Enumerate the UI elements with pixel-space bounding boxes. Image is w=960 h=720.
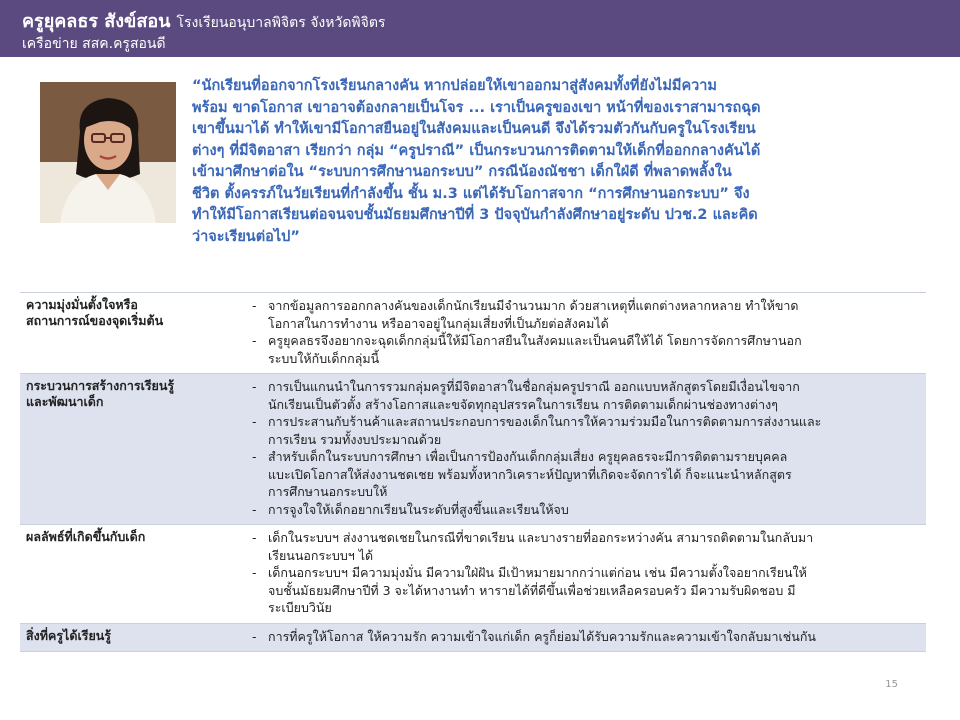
row-content [240, 374, 926, 525]
table-row [20, 623, 926, 652]
header-banner [0, 0, 960, 57]
quote-line: “นักเรียนที่ออกจากโรงเรียนกลางคัน หากปล่อยให้เขาออกมาสู่สังคมทั้งที่ยังไม่มีความ [192, 78, 717, 94]
portrait-illustration [40, 82, 176, 223]
table-row [20, 293, 926, 374]
school-name: โรงเรียนอนุบาลพิจิตร จังหวัดพิจิตร [176, 15, 386, 31]
teacher-name: ครูยุคลธร สังข์สอน [22, 11, 171, 32]
bullet-item: - สำหรับเด็กในระบบการศึกษา เพื่อเป็นการป้องกันเด็กกลุ่มเสี่ยง ครูยุคลธรจะมีการติดตามรายบุคคล แบะเปิดโอกาสให้ส่งงานชดเชย พร้อมทั้งหากวิเคราะห์ปัญหาที่เกิดจะจัดการได้ ก็จะแนะนำหลักสูตร การศึกษานอกระบบให้ [246, 448, 920, 501]
quote-line: พร้อม ขาดโอกาส เขาอาจต้องกลายเป็นโจร ... เราเป็นครูของเขา หน้าที่ของเราสามารถฉุด [192, 99, 761, 116]
quote-line: เข้ามาศึกษาต่อใน “ระบบการศึกษานอกระบบ” กรณีน้องณัชชา เด็กใฝ่ดี ที่พลาดพลั้งใน [192, 164, 732, 180]
summary-table [20, 292, 926, 652]
bullet-item: - จากข้อมูลการออกกลางคันของเด็กนักเรียนมีจำนวนมาก ด้วยสาเหตุที่แตกต่างหลากหลาย ทำให้ขาด โอกาสในการทำงาน หรืออาจอยู่ในกลุ่มเสี่ยงที่เป็นภัยต่อสังคมได้ [246, 297, 920, 332]
quote-line: ชีวิต ตั้งครรภ์ในวัยเรียนที่กำลังขึ้น ชั้น ม.3 แต่ได้รับโอกาสจาก “การศึกษานอกระบบ” จึง [192, 185, 750, 202]
quote-line: เขาขึ้นมาได้ ทำให้เขามีโอกาสยืนอยู่ในสังคมและเป็นคนดี จึงได้รวมตัวกันกับครูในโรงเรียน [192, 121, 756, 137]
table-row [20, 525, 926, 624]
quote-line: ต่างๆ ที่มีจิตอาสา เรียกว่า กลุ่ม “ครูปราณี” เป็นกระบวนการติดตามให้เด็กที่ออกกลางคันได้ [192, 142, 761, 159]
row-content [240, 293, 926, 374]
bullet-item: - การประสานกับร้านค้าและสถานประกอบการของเด็กในการให้ความร่วมมือในการติดตามการส่งงานและ การเรียน รวมทั้งงบประมาณด้วย [246, 413, 920, 448]
row-label: ความมุ่งมั่นตั้งใจหรือ สถานการณ์ของจุดเริ่มต้น [20, 293, 240, 374]
row-label: ผลลัพธ์ที่เกิดขึ้นกับเด็ก [20, 525, 240, 624]
bullet-item: - การที่ครูให้โอกาส ให้ความรัก ความเข้าใจแก่เด็ก ครูก็ย่อมได้รับความรักและความเข้าใจกลับมาเช่นกัน [246, 628, 920, 646]
quote-line: ว่าจะเรียนต่อไป” [192, 228, 300, 245]
quote-line: ทำให้มีโอกาสเรียนต่อจนจบชั้นมัธยมศึกษาปีที่ 3 ปัจจุบันกำลังศึกษาอยู่ระดับ ปวช.2 และคิด [192, 207, 758, 223]
row-content [240, 623, 926, 652]
table-row [20, 374, 926, 525]
row-label: กระบวนการสร้างการเรียนรู้ และพัฒนาเด็ก [20, 374, 240, 525]
bullet-item: - ครูยุคลธรจึงอยากจะฉุดเด็กกลุ่มนี้ให้มีโอกาสยืนในสังคมและเป็นคนดีให้ได้ โดยการจัดการศึกษานอก ระบบให้กับเด็กกลุ่มนี้ [246, 332, 920, 367]
bullet-item: - การจูงใจให้เด็กอยากเรียนในระดับที่สูงขึ้นและเรียนให้จบ [246, 501, 920, 519]
row-label: สิ่งที่ครูได้เรียนรู้ [20, 623, 240, 652]
page-number: 15 [885, 679, 898, 690]
row-content [240, 525, 926, 624]
bullet-item: - การเป็นแกนนำในการรวมกลุ่มครูที่มีจิตอาสาในชื่อกลุ่มครูปราณี ออกแบบหลักสูตรโดยมีเงื่อนไขจาก นักเรียนเป็นตัวตั้ง สร้างโอกาสและขจัดทุกอุปสรรคในการเรียน การติดตามเด็กผ่านช่องทางต่างๆ [246, 378, 920, 413]
network-name: เครือข่าย สสค.ครูสอนดี [22, 36, 166, 52]
teacher-photo [40, 82, 176, 223]
teacher-quote [192, 76, 944, 248]
bullet-item: - เด็กนอกระบบฯ มีความมุ่งมั่น มีความใฝ่ฝัน มีเป้าหมายมากกว่าแต่ก่อน เช่น มีความตั้งใจอยากเรียนให้ จบชั้นมัธยมศึกษาปีที่ 3 จะได้หางานทำ หารายได้ที่ดีขึ้นเพื่อช่วยเหลือครอบครัว มีความรับผิดชอบ มี ระเบียบวินัย [246, 564, 920, 617]
bullet-item: - เด็กในระบบฯ ส่งงานชดเชยในกรณีที่ขาดเรียน และบางรายที่ออกระหว่างคัน สามารถติดตามในกลับมา เรียนนอกระบบฯ ได้ [246, 529, 920, 564]
